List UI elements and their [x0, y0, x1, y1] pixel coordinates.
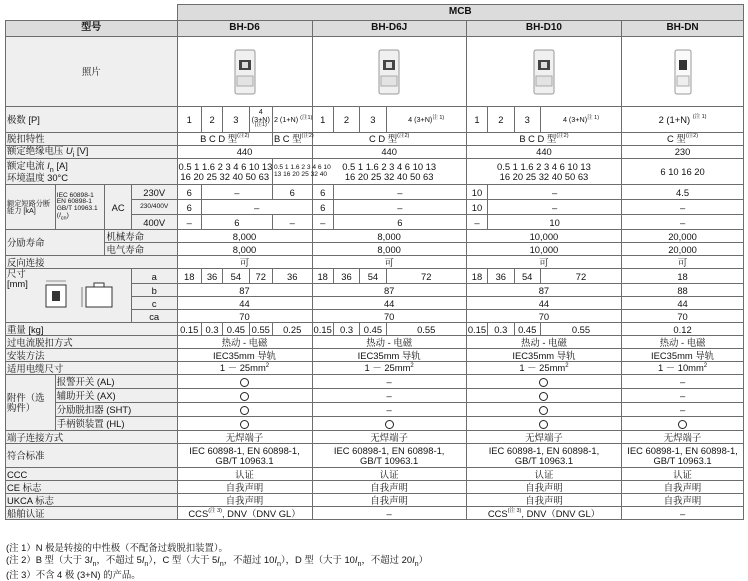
install-label: 安装方法	[6, 349, 178, 362]
poles-value: 2 (1+N) $^{(注 1)}$	[622, 107, 744, 133]
breaking-value: 10	[488, 215, 622, 230]
weight-value: 0.45	[223, 323, 249, 336]
dims-value: 44	[622, 297, 744, 310]
ccc-value: 认证	[177, 468, 312, 481]
dims-value: 87	[466, 284, 621, 297]
insulation-value: 440	[312, 146, 466, 159]
accessory-mark: –	[622, 375, 744, 389]
standard-label: 符合标准	[6, 444, 178, 468]
breaking-value: –	[622, 215, 744, 230]
current-value: 0.5 1 1.6 2 3 4 6 10 13 16 20 25 32 40 50 63	[312, 159, 466, 185]
dims-value: 18	[312, 269, 333, 284]
weight-value: 0.15	[177, 323, 201, 336]
dims-value: 72	[249, 269, 272, 284]
breaking-standards: IEC 60898-1 EN 60898-1 GB/T 10963.1 $(I_{cn})$	[55, 185, 105, 230]
life-mech-label: 机械寿命	[105, 230, 177, 243]
weight-value: 0.45	[514, 323, 540, 336]
footnotes	[6, 542, 428, 581]
dims-value: 44	[466, 297, 621, 310]
weight-value: 0.12	[622, 323, 744, 336]
ccc-value: 认证	[466, 468, 621, 481]
dims-value: 36	[488, 269, 514, 284]
life-value: 20,000	[622, 230, 744, 243]
overcurrent-value: 热动 - 电磁	[466, 336, 621, 349]
ce-value: 自我声明	[177, 481, 312, 494]
footnote-3: (注 3）不含 4 极 (3+N) 的产品。	[6, 569, 141, 581]
available-circle-icon	[240, 406, 249, 415]
breaker-image	[669, 46, 697, 98]
accessory-mark	[177, 417, 312, 431]
poles-value: 4 (3+N)$^{注 1)}$	[386, 107, 466, 133]
install-value: IEC35mm 导轨	[312, 349, 466, 362]
model-bh-d6j: BH-D6J	[312, 21, 466, 37]
life-value: 10,000	[466, 243, 621, 256]
poles-value: 3	[360, 107, 386, 133]
accessory-mark	[466, 417, 621, 431]
accessory-mark: –	[312, 403, 466, 417]
weight-value: 0.55	[386, 323, 466, 336]
life-value: 20,000	[622, 243, 744, 256]
accessory-mark	[466, 389, 621, 403]
dims-value: 70	[622, 310, 744, 323]
accessory-mark: –	[312, 375, 466, 389]
breaking-value: –	[488, 200, 622, 215]
breaking-value: –	[466, 215, 487, 230]
dims-value: 18	[622, 269, 744, 284]
breaking-ac: AC	[105, 185, 131, 230]
overcurrent-label: 过电流脱扣方式	[6, 336, 178, 349]
weight-value: 0.45	[360, 323, 386, 336]
footnote-2: (注 2）B 型（大于 $3I_n$，不超过 $5I_n$），C 型（大于 $5I_n$，不超过 $10I_n$），D 型（大于 $10I_n$，不超过 $20I_n$）	[6, 553, 429, 568]
weight-value: 0.15	[467, 323, 487, 335]
ccc-label: CCC	[6, 468, 178, 481]
life-label: 分励寿命	[6, 230, 105, 256]
ce-label: CE 标志	[6, 481, 178, 494]
terminal-value: 无焊端子	[622, 431, 744, 444]
ship-value: –	[622, 507, 744, 520]
accessory-mark: –	[622, 389, 744, 403]
dims-row-label: a	[131, 269, 177, 284]
breaking-value: –	[333, 185, 466, 200]
life-elec-label: 电气寿命	[105, 243, 177, 256]
accessory-label: 附件（选购件）	[6, 375, 56, 431]
life-value: 8,000	[177, 230, 312, 243]
dims-value: 36	[201, 269, 222, 284]
accessory-mark	[177, 375, 312, 389]
accessory-mark: –	[312, 389, 466, 403]
trip-value: B C 型$^{(注2)}$	[273, 133, 314, 145]
ukca-value: 自我声明	[312, 494, 466, 507]
poles-value: 1	[312, 107, 333, 133]
dims-row-label: b	[131, 284, 177, 297]
dims-value: 54	[514, 269, 540, 284]
cable-label: 适用电缆尺寸	[6, 362, 178, 375]
ship-label: 船舶认证	[6, 507, 178, 520]
poles-value: 1	[177, 107, 201, 133]
breaking-voltage: 230V	[131, 185, 177, 200]
weight-value: 0.55	[540, 323, 621, 336]
terminal-value: 无焊端子	[312, 431, 466, 444]
terminal-label: 端子连接方式	[6, 431, 178, 444]
life-value: 8,000	[312, 243, 466, 256]
dims-value: 36	[272, 269, 312, 284]
trip-value: C D 型$^{(注2)}$	[312, 133, 466, 146]
accessory-item: 报警开关 (AL)	[55, 375, 177, 389]
ukca-value: 自我声明	[177, 494, 312, 507]
cable-value: $1 - 25mm^2$	[177, 362, 312, 375]
breaking-value: 10	[466, 200, 487, 215]
ship-value: CCS$^{(注 3)}$, DNV（DNV GL）	[177, 507, 312, 520]
trip-value: B C D 型$^{(注2)}$	[466, 133, 621, 146]
life-value: 8,000	[177, 243, 312, 256]
breaking-value: 6	[333, 215, 466, 230]
cable-value: $1 - 10mm^2$	[622, 362, 744, 375]
cable-value: $1 - 25mm^2$	[466, 362, 621, 375]
accessory-item: 手柄锁装置 (HL)	[55, 417, 177, 431]
dims-value: 18	[177, 269, 201, 284]
breaking-value: 6	[312, 200, 333, 215]
dims-value: 36	[333, 269, 359, 284]
ship-value: –	[312, 507, 466, 520]
overcurrent-value: 热动 - 电磁	[312, 336, 466, 349]
dims-label: 尺寸 [mm]	[6, 269, 132, 323]
available-circle-icon	[539, 406, 548, 415]
dims-value: 54	[223, 269, 249, 284]
insulation-value: 440	[177, 146, 312, 159]
poles-value: 4 (3+N)$^{注 1)}$	[540, 107, 621, 133]
dims-value: 70	[466, 310, 621, 323]
poles-value: 4 (3+N)$^{(注1)}$	[249, 107, 272, 133]
poles-value: 2	[488, 107, 514, 133]
model-bh-d10: BH-D10	[466, 21, 621, 37]
weight-label: 重量 [kg]	[6, 323, 178, 336]
dims-value: 87	[312, 284, 466, 297]
photo-bh-d6	[177, 37, 312, 107]
dimension-diagram-icon	[24, 277, 124, 311]
accessory-mark: –	[622, 403, 744, 417]
dims-value: 54	[360, 269, 386, 284]
standard-value: IEC 60898-1, EN 60898-1, GB/T 10963.1	[622, 444, 744, 468]
accessory-item: 分励脱扣器 (SHT)	[55, 403, 177, 417]
accessory-mark	[177, 403, 312, 417]
ukca-value: 自我声明	[622, 494, 744, 507]
breaking-value: –	[488, 185, 622, 200]
insulation-label: 额定绝缘电压 $U_i$ [V]	[6, 146, 178, 159]
ccc-value: 认证	[312, 468, 466, 481]
cable-value: $1 - 25mm^2$	[312, 362, 466, 375]
breaking-value: –	[177, 215, 201, 230]
spec-table	[5, 4, 744, 520]
ce-value: 自我声明	[622, 481, 744, 494]
reverse-value: 可	[177, 256, 312, 269]
breaking-value: –	[622, 200, 744, 215]
trip-label: 脱扣特性	[6, 133, 178, 146]
photo-label: 照片	[6, 37, 178, 107]
weight-value: 0.3	[201, 323, 222, 336]
breaking-value: 10	[466, 185, 487, 200]
reverse-value: 可	[622, 256, 744, 269]
reverse-label: 反向连接	[6, 256, 178, 269]
available-circle-icon	[678, 420, 687, 429]
life-value: 8,000	[312, 230, 466, 243]
accessory-item: 辅助开关 (AX)	[55, 389, 177, 403]
install-value: IEC35mm 导轨	[466, 349, 621, 362]
insulation-value: 440	[466, 146, 621, 159]
breaking-value: –	[312, 215, 333, 230]
breaking-voltage: 230/400V	[131, 200, 177, 215]
overcurrent-value: 热动 - 电磁	[177, 336, 312, 349]
poles-value: 2 (1+N) $^{(注1)}$	[272, 107, 312, 133]
reverse-value: 可	[312, 256, 466, 269]
breaking-value: 6	[201, 215, 272, 230]
poles-value: 3	[514, 107, 540, 133]
dims-row-label: ca	[131, 310, 177, 323]
ukca-label: UKCA 标志	[6, 494, 178, 507]
accessory-mark	[466, 375, 621, 389]
dims-value: 87	[177, 284, 312, 297]
weight-value: 0.3	[333, 323, 359, 336]
breaking-voltage: 400V	[131, 215, 177, 230]
standard-value: IEC 60898-1, EN 60898-1, GB/T 10963.1	[466, 444, 621, 468]
model-bh-d6: BH-D6	[177, 21, 312, 37]
breaking-value: 6	[177, 185, 201, 200]
available-circle-icon	[385, 420, 394, 429]
weight-value: 0.25	[272, 323, 312, 336]
dims-value: 18	[466, 269, 487, 284]
current-value: 0.5 1 1.6 2 3 4 6 10 13 16 20 25 32 40	[272, 159, 312, 185]
available-circle-icon	[539, 420, 548, 429]
breaker-image	[530, 46, 558, 98]
accessory-mark	[177, 389, 312, 403]
weight-value: 0.3	[488, 323, 514, 336]
install-value: IEC35mm 导轨	[177, 349, 312, 362]
insulation-value: 230	[622, 146, 744, 159]
breaking-value: –	[333, 200, 466, 215]
dims-value: 72	[386, 269, 466, 284]
dims-value: 44	[177, 297, 312, 310]
terminal-value: 无焊端子	[466, 431, 621, 444]
available-circle-icon	[539, 392, 548, 401]
available-circle-icon	[240, 378, 249, 387]
standard-value: IEC 60898-1, EN 60898-1, GB/T 10963.1	[312, 444, 466, 468]
poles-label: 极数 [P]	[6, 107, 178, 133]
terminal-value: 无焊端子	[177, 431, 312, 444]
breaking-value: 6	[177, 200, 201, 215]
breaker-image	[375, 46, 403, 98]
dims-row-label: c	[131, 297, 177, 310]
group-header: MCB	[177, 5, 743, 21]
breaking-value: 4.5	[622, 185, 744, 200]
weight-value: 0.55	[249, 323, 272, 336]
breaking-value: –	[201, 200, 312, 215]
accessory-mark	[622, 417, 744, 431]
accessory-mark	[466, 403, 621, 417]
model-label: 型号	[6, 21, 178, 37]
breaker-image	[231, 46, 259, 98]
standard-value: IEC 60898-1, EN 60898-1, GB/T 10963.1	[177, 444, 312, 468]
current-value: 6 10 16 20	[622, 159, 744, 185]
accessory-mark	[312, 417, 466, 431]
available-circle-icon	[240, 420, 249, 429]
photo-bh-d6j	[312, 37, 466, 107]
breaking-value: 6	[272, 185, 312, 200]
ship-value: CCS$^{(注 3)}$, DNV（DNV GL）	[466, 507, 621, 520]
reverse-value: 可	[466, 256, 621, 269]
photo-bh-d10	[466, 37, 621, 107]
install-value: IEC35mm 导轨	[622, 349, 744, 362]
breaking-label: 额定短路分断能力 [kA]	[6, 185, 56, 230]
overcurrent-value: 热动 - 电磁	[622, 336, 744, 349]
ukca-value: 自我声明	[466, 494, 621, 507]
ccc-value: 认证	[622, 468, 744, 481]
dims-value: 72	[540, 269, 621, 284]
poles-value: 2	[333, 107, 359, 133]
life-value: 10,000	[466, 230, 621, 243]
photo-bh-dn	[622, 37, 744, 107]
ce-value: 自我声明	[312, 481, 466, 494]
available-circle-icon	[539, 378, 548, 387]
breaking-value: –	[272, 215, 312, 230]
dims-value: 88	[622, 284, 744, 297]
model-bh-dn: BH-DN	[622, 21, 744, 37]
dims-value: 44	[312, 297, 466, 310]
breaking-value: 6	[312, 185, 333, 200]
available-circle-icon	[240, 392, 249, 401]
weight-value: 0.15	[313, 323, 332, 335]
poles-value: 2	[201, 107, 222, 133]
trip-value: B C D 型$^{(注2)}$	[177, 133, 272, 146]
current-value: 0.5 1 1.6 2 3 4 6 10 13 16 20 25 32 40 50 63	[466, 159, 621, 185]
footnote-1: (注 1）N 极是转接的中性极（不配备过载脱扣装置）。	[6, 542, 228, 553]
current-value: 0.5 1 1.6 2 3 4 6 10 13 16 20 25 32 40 50 63	[177, 159, 272, 185]
dims-value: 70	[312, 310, 466, 323]
current-label: 额定电流 $I_n$ [A] 环境温度 30°C	[6, 159, 178, 185]
poles-value: 3	[223, 107, 249, 133]
dims-value: 70	[177, 310, 312, 323]
ce-value: 自我声明	[466, 481, 621, 494]
poles-value: 1	[466, 107, 487, 133]
breaking-value: –	[201, 185, 272, 200]
trip-value: C 型$^{(注2)}$	[622, 133, 744, 146]
